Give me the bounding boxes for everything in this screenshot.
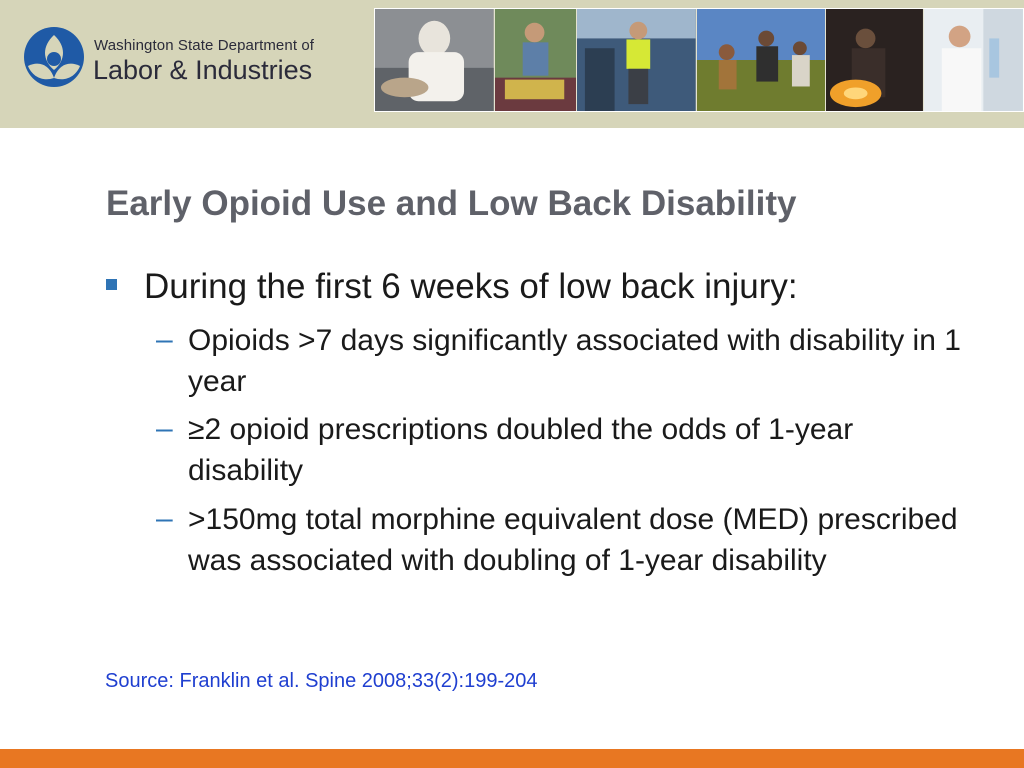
dash-bullet-icon: –	[156, 323, 173, 356]
sub-bullet-text: ≥2 opioid prescriptions doubled the odds of 1-year disability	[188, 413, 854, 487]
photo-strip	[374, 8, 1024, 112]
sub-bullet-text: Opioids >7 days significantly associated with disability in 1 year	[188, 324, 961, 398]
dash-bullet-icon: –	[156, 502, 173, 535]
worker-safety-vest-photo	[577, 9, 697, 111]
source-citation: Source: Franklin et al. Spine 2008;33(2):199-204	[105, 670, 538, 692]
worker-field-photo	[697, 9, 827, 111]
main-bullet-text: During the first 6 weeks of low back injury:	[144, 267, 798, 306]
slide-title: Early Opioid Use and Low Back Disability	[106, 184, 797, 223]
worker-harvest-photo	[495, 9, 577, 111]
header-banner	[0, 0, 1024, 128]
dash-bullet-icon: –	[156, 412, 173, 445]
worker-welding-photo	[826, 9, 924, 111]
worker-respirator-photo	[375, 9, 495, 111]
footer-bar	[0, 749, 1024, 768]
org-name-line2: Labor & Industries	[93, 55, 313, 85]
sub-bullet-text: >150mg total morphine equivalent dose (MED) prescribed was associated with doubling of 1-year disability	[188, 503, 958, 577]
agency-logo-icon	[20, 26, 88, 88]
worker-lab-photo	[924, 9, 1023, 111]
square-bullet-icon	[106, 279, 117, 290]
org-name-line1: Washington State Department of	[94, 37, 315, 54]
